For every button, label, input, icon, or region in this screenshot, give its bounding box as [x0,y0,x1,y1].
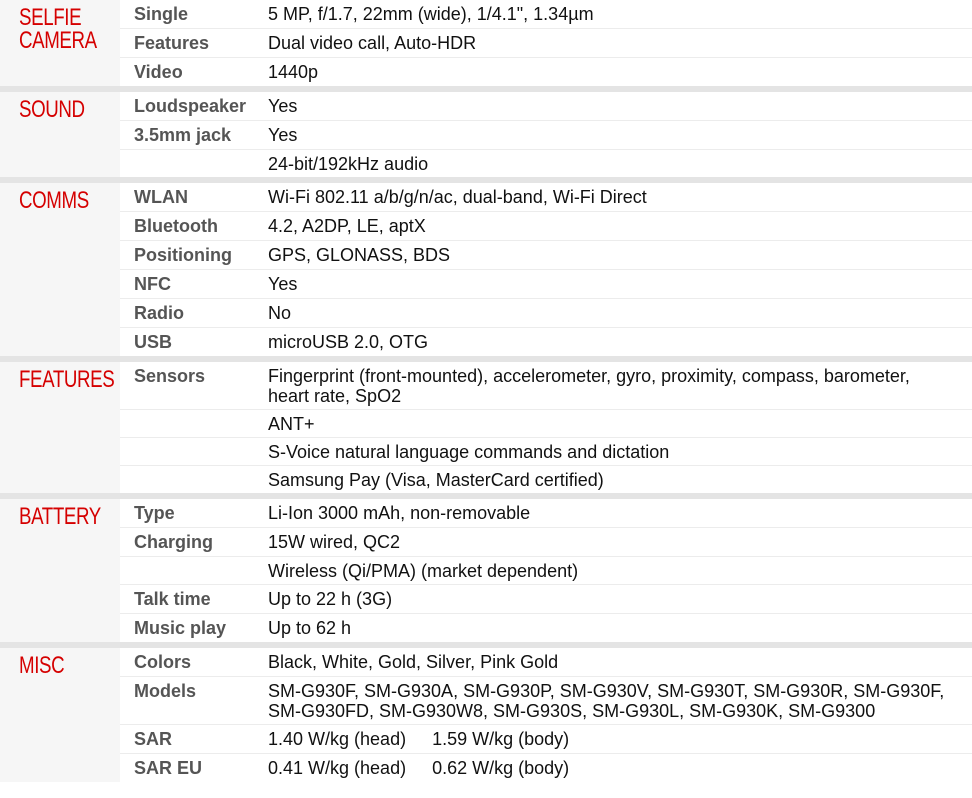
spec-label[interactable]: SAR EU [134,758,203,778]
spec-row [120,328,972,356]
spec-value [268,725,972,753]
section-title-line: SELFIE [19,4,82,31]
spec-value: Black, White, Gold, Silver, Pink Gold [268,652,559,672]
spec-row [120,58,972,86]
section-rows [120,499,972,642]
spec-row [120,585,972,614]
spec-value: 15W wired, QC2 [268,532,401,552]
spec-row [120,299,972,328]
section-title-line: SOUND [19,96,85,123]
section-rows [120,183,972,356]
spec-row [120,212,972,241]
spec-label[interactable]: Radio [134,303,185,323]
spec-label[interactable]: Type [134,503,175,523]
spec-value: No [268,303,292,323]
spec-value: Fingerprint (front-mounted), accelerometer, gyro, proximity, compass, barometer, heart rate, SpO2 [268,366,910,406]
spec-row [120,183,972,212]
spec-row [120,29,972,58]
section-title[interactable] [0,648,120,782]
spec-value: Yes [268,274,298,294]
spec-label[interactable]: Video [134,62,183,82]
spec-value: Yes [268,125,298,145]
spec-value: Up to 22 h (3G) [268,589,393,609]
spec-value: microUSB 2.0, OTG [268,332,429,352]
section-title[interactable] [0,92,120,177]
section-features [0,356,972,493]
spec-label[interactable]: Talk time [134,589,211,609]
section-sound [0,86,972,177]
section-title[interactable] [0,0,120,86]
spec-row [120,499,972,528]
section-rows [120,362,972,493]
spec-row [120,362,972,410]
spec-label [120,438,268,465]
section-comms [0,177,972,356]
section-title-line: COMMS [19,187,89,214]
spec-row [120,614,972,642]
section-battery [0,493,972,642]
section-rows [120,648,972,782]
spec-row [120,725,972,754]
spec-label[interactable]: Colors [134,652,192,672]
spec-row [120,410,972,438]
section-title-line: BATTERY [19,503,101,530]
spec-value: 1440p [268,62,319,82]
spec-label[interactable]: NFC [134,274,171,294]
spec-value: 24-bit/192kHz audio [268,154,429,174]
spec-value: GPS, GLONASS, BDS [268,245,451,265]
spec-value: Samsung Pay (Visa, MasterCard certified) [268,470,604,490]
section-selfie-camera [0,0,972,86]
section-rows [120,92,972,177]
section-title-line: FEATURES [19,366,115,393]
spec-value-part: 1.40 W/kg (head) [268,729,407,749]
spec-value: Wireless (Qi/PMA) (market dependent) [268,561,579,581]
spec-value: S-Voice natural language commands and dictation [268,442,670,462]
spec-value: Yes [268,96,298,116]
section-title-line: CAMERA [19,27,97,54]
spec-row [120,438,972,466]
spec-label[interactable]: Features [134,33,210,53]
spec-label[interactable]: Positioning [134,245,232,265]
spec-value-part: 0.62 W/kg (body) [432,758,570,778]
spec-row [120,241,972,270]
spec-label[interactable]: 3.5mm jack [134,125,232,145]
spec-row [120,466,972,493]
spec-label[interactable]: USB [134,332,173,352]
spec-row [120,92,972,121]
section-title[interactable] [0,499,120,642]
spec-row [120,754,972,782]
spec-row [120,150,972,177]
spec-row [120,677,972,725]
spec-row [120,648,972,677]
section-title[interactable] [0,362,120,493]
spec-row [120,557,972,585]
spec-value: 5 MP, f/1.7, 22mm (wide), 1/4.1", 1.34µm [268,4,594,24]
section-rows [120,0,972,86]
spec-value: ANT+ [268,414,315,434]
spec-label[interactable]: Bluetooth [134,216,218,236]
spec-label [120,557,268,584]
spec-value-part: 1.59 W/kg (body) [432,729,570,749]
spec-value: Wi-Fi 802.11 a/b/g/n/ac, dual-band, Wi-Fi Direct [268,187,647,207]
spec-label[interactable]: Sensors [134,366,206,386]
spec-value: SM-G930F, SM-G930A, SM-G930P, SM-G930V, SM-G930T, SM-G930R, SM-G930F, SM-G930FD, SM-G930W8, SM-G930S, SM-G930L, SM-G930K, SM-G9300 [268,681,945,721]
spec-value: Li-Ion 3000 mAh, non-removable [268,503,531,523]
spec-label[interactable]: WLAN [134,187,188,207]
section-misc [0,642,972,782]
spec-value: Up to 62 h [268,618,352,638]
spec-label [120,150,268,177]
spec-label[interactable]: Charging [134,532,213,552]
spec-value: 4.2, A2DP, LE, aptX [268,216,426,236]
spec-row [120,528,972,557]
spec-row [120,0,972,29]
spec-label[interactable]: SAR [134,729,173,749]
section-title[interactable] [0,183,120,356]
section-title-line: MISC [19,652,65,679]
spec-value: Dual video call, Auto-HDR [268,33,477,53]
spec-row [120,121,972,150]
spec-label [120,466,268,493]
spec-label[interactable]: Models [134,681,197,701]
spec-label [120,410,268,437]
spec-label[interactable]: Music play [134,618,227,638]
spec-value-part: 0.41 W/kg (head) [268,758,407,778]
spec-value [268,754,972,782]
spec-label[interactable]: Loudspeaker [134,96,247,116]
spec-row [120,270,972,299]
spec-label[interactable]: Single [134,4,189,24]
